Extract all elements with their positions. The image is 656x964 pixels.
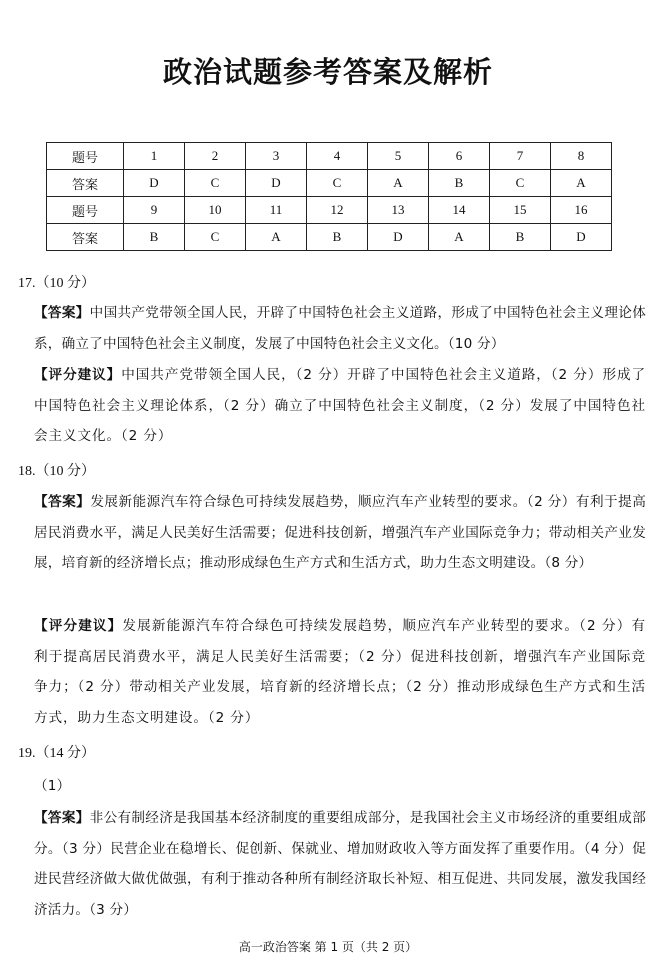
table-cell: A <box>246 224 307 251</box>
table-cell: 7 <box>490 143 551 170</box>
table-cell: 15 <box>490 197 551 224</box>
answer-tag: 【答案】 <box>34 494 91 510</box>
table-cell: 3 <box>246 143 307 170</box>
table-cell: 13 <box>368 197 429 224</box>
table-cell: 1 <box>124 143 185 170</box>
table-cell: 8 <box>551 143 612 170</box>
table-row <box>47 224 612 251</box>
table-cell: C <box>490 170 551 197</box>
table-cell: 9 <box>124 197 185 224</box>
question-17-heading: 17.（10 分） <box>18 276 95 291</box>
answer-text: 非公有制经济是我国基本经济制度的重要组成部分，是我国社会主义市场经济的重要组成部分。（3 分）民营企业在稳增长、促创新、保就业、增加财政收入等方面发挥了重要作用。（4 分）促进民营经济做大做优做强，有利于推动各种所有制经济取长补短、相互促进、共同发展，激发我国经济活力。（3 分） <box>34 810 646 918</box>
table-cell: B <box>124 224 185 251</box>
table-cell: 12 <box>307 197 368 224</box>
table-cell: C <box>307 170 368 197</box>
table-cell: B <box>429 170 490 197</box>
table-cell: A <box>429 224 490 251</box>
answer-tag: 【答案】 <box>34 810 90 826</box>
table-cell: C <box>185 224 246 251</box>
table-cell: 5 <box>368 143 429 170</box>
table-cell: 11 <box>246 197 307 224</box>
page-footer: 高一政治答案 第 1 页（共 2 页） <box>238 940 418 954</box>
answer-table <box>46 142 612 251</box>
table-cell: 14 <box>429 197 490 224</box>
question-17-answer <box>34 298 646 359</box>
answer-text: 发展新能源汽车符合绿色可持续发展趋势，顺应汽车产业转型的要求。（2 分）有利于提高居民消费水平，满足人民美好生活需要；促进科技创新，增强汽车产业国际竞争力；带动相关产业发展，培育新的经济增长点；推动形成绿色生产方式和生活方式，助力生态文明建设。（8 分） <box>34 494 646 571</box>
question-18-answer <box>34 487 646 579</box>
table-cell: 2 <box>185 143 246 170</box>
table-cell: 4 <box>307 143 368 170</box>
answer-text: 中国共产党带领全国人民，开辟了中国特色社会主义道路，形成了中国特色社会主义理论体系，确立了中国特色社会主义制度，发展了中国特色社会主义文化。（10 分） <box>34 305 646 352</box>
row-label: 答案 <box>47 170 124 197</box>
table-cell: D <box>246 170 307 197</box>
advice-tag: 【评分建议】 <box>34 367 122 383</box>
row-label: 答案 <box>47 224 124 251</box>
table-row <box>47 170 612 197</box>
question-19-heading: 19.（14 分） <box>18 746 95 761</box>
table-row <box>47 143 612 170</box>
advice-tag: 【评分建议】 <box>34 618 123 634</box>
table-cell: D <box>124 170 185 197</box>
question-19-answer <box>34 803 646 925</box>
question-19-subpart: （1） <box>34 778 71 794</box>
table-cell: D <box>551 224 612 251</box>
row-label: 题号 <box>47 197 124 224</box>
page-title: 政治试题参考答案及解析 <box>162 55 493 89</box>
question-18-heading: 18.（10 分） <box>18 464 95 479</box>
advice-text: 中国共产党带领全国人民，（2 分）开辟了中国特色社会主义道路，（2 分）形成了中国特色社会主义理论体系，（2 分）确立了中国特色社会主义制度，（2 分）发展了中国特色社会主义文化。（2 分） <box>34 367 647 444</box>
table-cell: D <box>368 224 429 251</box>
answer-tag: 【答案】 <box>34 305 90 321</box>
advice-text: 发展新能源汽车符合绿色可持续发展趋势，顺应汽车产业转型的要求。（2 分）有利于提高居民消费水平，满足人民美好生活需要；（2 分）促进科技创新，增强汽车产业国际竞争力；（2 分）带动相关产业发展，培育新的经济增长点；（2 分）推动形成绿色生产方式和生活方式，助力生态文明建设。（2 分） <box>34 618 647 726</box>
question-17-advice <box>34 360 646 452</box>
table-cell: B <box>490 224 551 251</box>
table-cell: 16 <box>551 197 612 224</box>
table-cell: B <box>307 224 368 251</box>
row-label: 题号 <box>47 143 124 170</box>
table-cell: 10 <box>185 197 246 224</box>
table-row <box>47 197 612 224</box>
table-cell: A <box>368 170 429 197</box>
table-cell: A <box>551 170 612 197</box>
table-cell: C <box>185 170 246 197</box>
table-cell: 6 <box>429 143 490 170</box>
question-18-advice <box>34 611 646 733</box>
